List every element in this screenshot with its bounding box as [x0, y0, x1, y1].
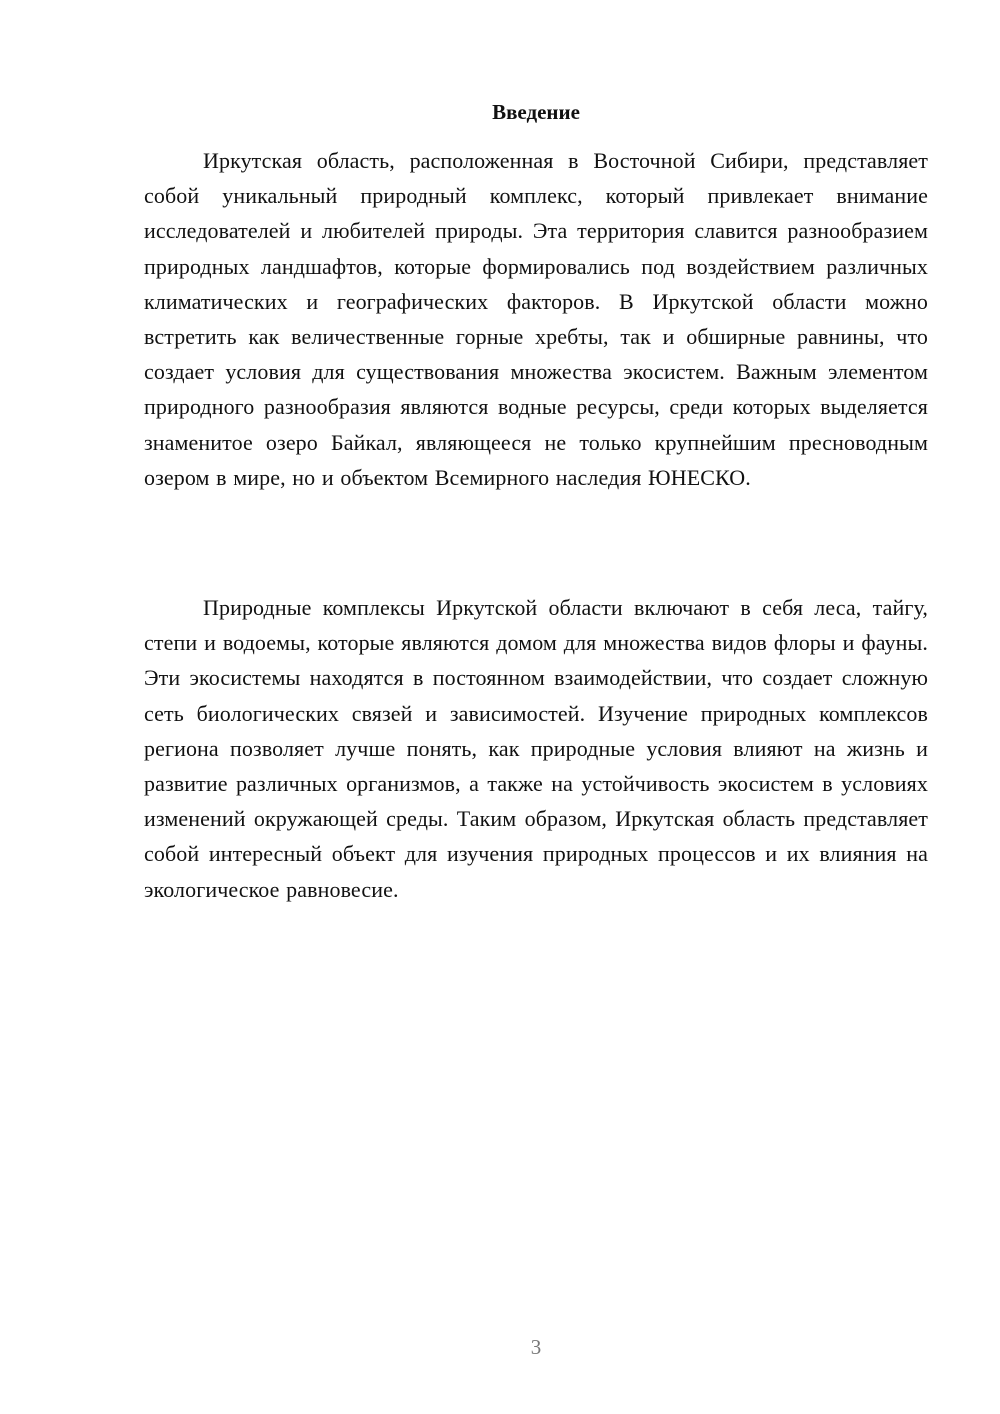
paragraph-1: Иркутская область, расположенная в Восточной Сибири, представляет собой уникальный природный комплекс, который привлекает внимание исследователей и любителей природы. Эта территория славится разнообразием природных ландшафтов, которые формировались под воздействием различных климатических и географических факторов. В Иркутской области можно встретить как величественные горные хребты, так и обширные равнины, что создает условия для существования множества экосистем. Важным элементом природного разнообразия являются водные ресурсы, среди которых выделяется знаменитое озеро Байкал, являющееся не только крупнейшим пресноводным озером в мире, но и объектом Всемирного наследия ЮНЕСКО.: [144, 148, 928, 490]
paragraph-2: Природные комплексы Иркутской области включают в себя леса, тайгу, степи и водоемы, которые являются домом для множества видов флоры и фауны. Эти экосистемы находятся в постоянном взаимодействии, что создает сложную сеть биологических связей и зависимостей. Изучение природных комплексов региона позволяет лучше понять, как природные условия влияют на жизнь и развитие различных организмов, а также на устойчивость экосистем в условиях изменений окружающей среды. Таким образом, Иркутская область представляет собой интересный объект для изучения природных процессов и их влияния на экологическое равновесие.: [144, 595, 928, 902]
page-number: 3: [530, 1335, 542, 1359]
section-title: Введение: [492, 100, 580, 124]
